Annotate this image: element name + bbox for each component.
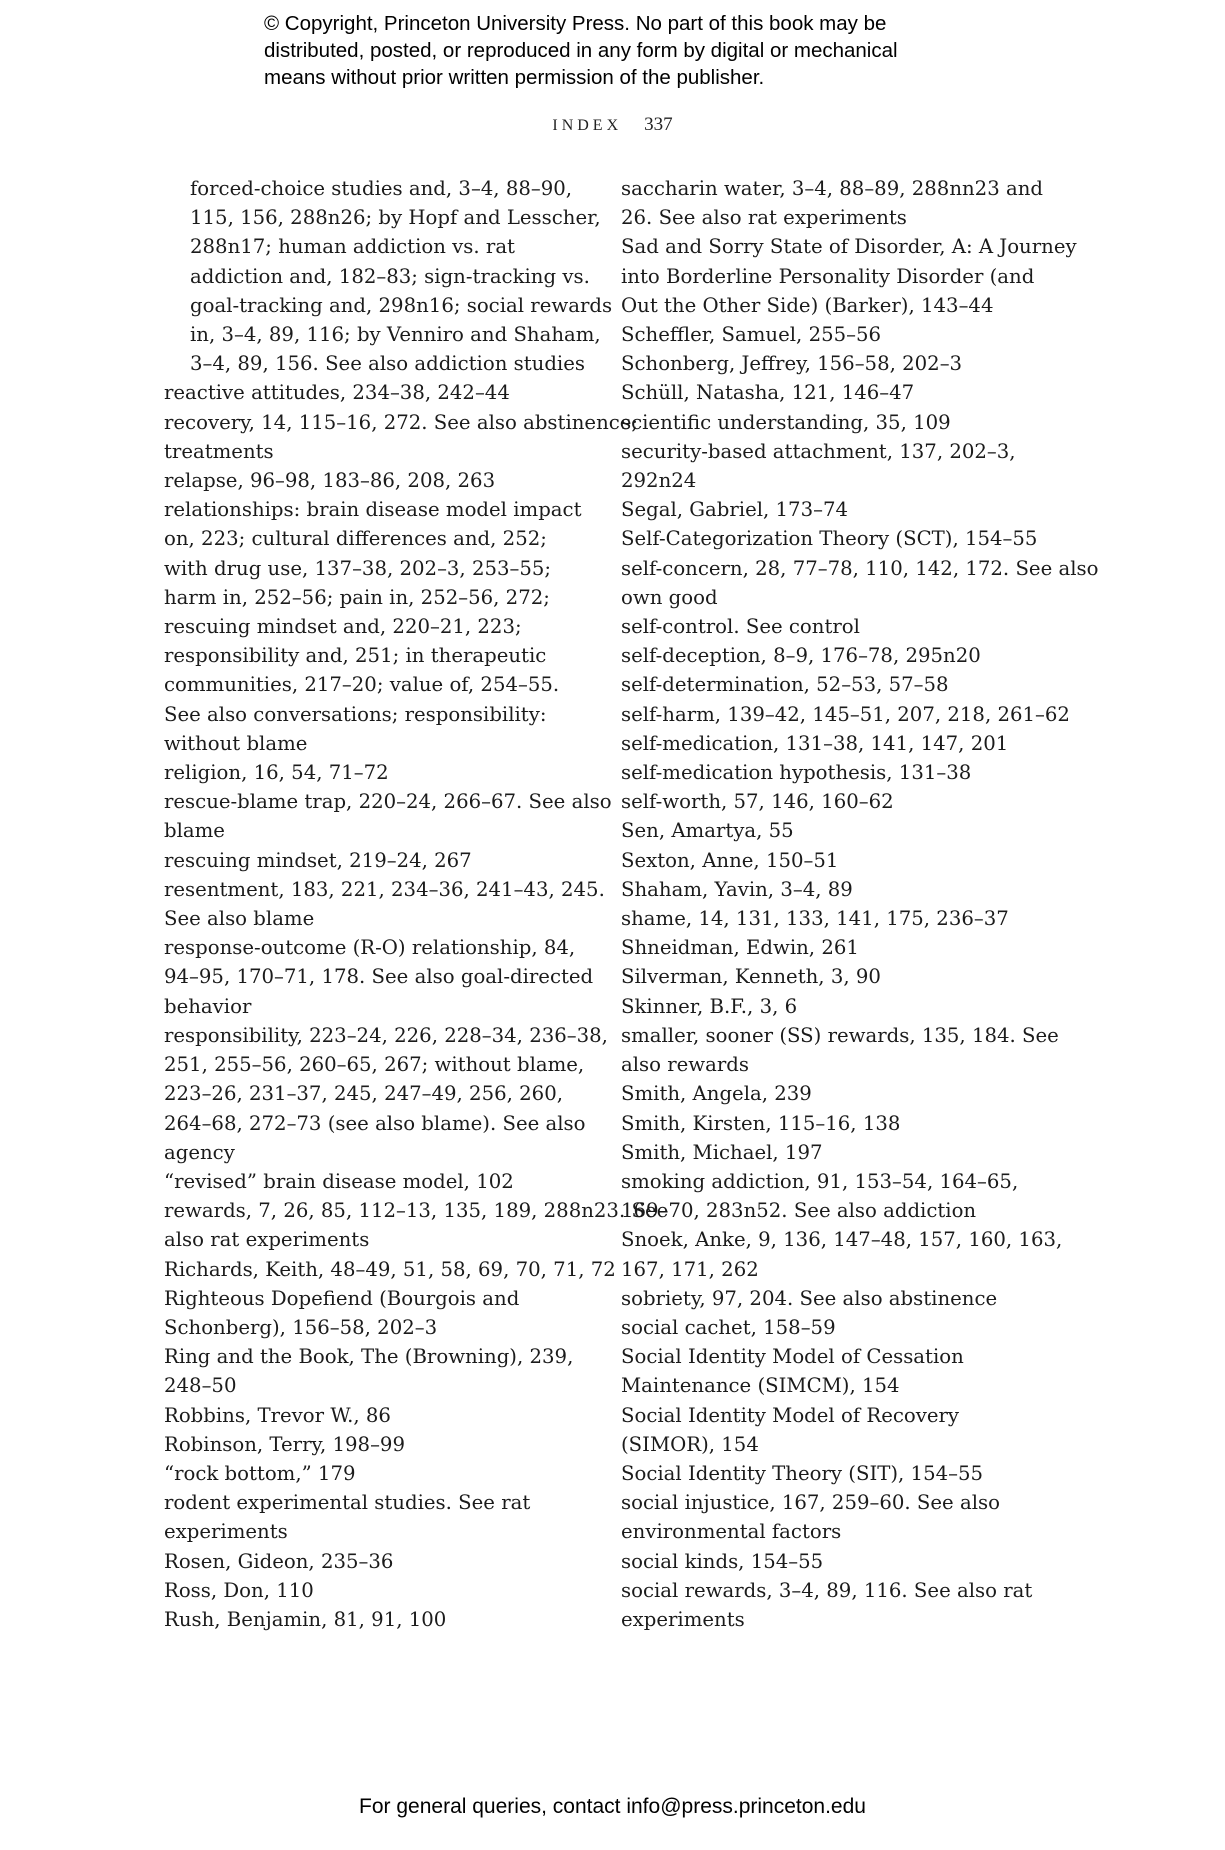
index-entry-line: with drug use, 137–38, 202–3, 253–55;	[164, 556, 552, 580]
index-entry-line: (SIMOR), 154	[621, 1432, 759, 1456]
index-entry-line: saccharin water, 3–4, 88–89, 288nn23 and	[621, 177, 1044, 200]
index-entry-line: self-harm, 139–42, 145–51, 207, 218, 261–62	[621, 702, 1070, 726]
index-entry	[164, 1401, 582, 1430]
index-entry	[164, 1342, 582, 1400]
index-entry-line: Sad and Sorry State of Disorder, A: A Journey	[621, 235, 1077, 259]
index-entry	[164, 495, 582, 758]
index-entry	[621, 408, 1051, 437]
index-column-right	[621, 174, 1099, 1634]
index-entry-line: Social Identity Model of Recovery	[621, 1403, 960, 1427]
index-entry	[164, 846, 582, 875]
index-entry-line: Shneidman, Edwin, 261	[621, 936, 859, 960]
index-entry	[621, 495, 1051, 524]
index-entry-line: Righteous Dopefiend (Bourgois and	[164, 1286, 520, 1310]
index-entry-line: Richards, Keith, 48–49, 51, 58, 69, 70, 71, 72	[164, 1257, 616, 1281]
index-entry-line: Schüll, Natasha, 121, 146–47	[621, 381, 915, 405]
index-entry-line: experiments	[164, 1520, 288, 1544]
index-entry-line: See also blame	[164, 907, 315, 931]
index-entry-line: reactive attitudes, 234–38, 242–44	[164, 381, 510, 405]
index-entry-line: religion, 16, 54, 71–72	[164, 761, 389, 785]
index-entry	[164, 1605, 582, 1634]
index-entry-line: experiments	[621, 1607, 745, 1631]
index-entry-line: self-medication, 131–38, 141, 147, 201	[621, 731, 1009, 755]
index-entry-line: behavior	[164, 994, 252, 1018]
index-entry-line: also rat experiments	[164, 1228, 370, 1252]
index-entry-line: 264–68, 272–73 (see also blame). See also	[164, 1111, 586, 1135]
index-entry-line: social injustice, 167, 259–60. See also	[621, 1491, 1000, 1515]
index-entry	[164, 1430, 582, 1459]
index-entry-line: in, 3–4, 89, 116; by Venniro and Shaham,	[190, 323, 601, 347]
index-entry-line: security-based attachment, 137, 202–3,	[621, 439, 1016, 463]
index-entry-line: communities, 217–20; value of, 254–55.	[164, 673, 560, 697]
copyright-line: distributed, posted, or reproduced in any form by digital or mechanical	[264, 39, 898, 62]
index-entry-line: self-control. See control	[621, 615, 860, 639]
index-entry-line: rescuing mindset, 219–24, 267	[164, 848, 472, 872]
index-entry-line: social kinds, 154–55	[621, 1549, 824, 1573]
index-entry	[164, 1021, 608, 1167]
index-entry-line: 251, 255–56, 260–65, 267; without blame,	[164, 1053, 585, 1077]
running-head	[0, 114, 1225, 136]
index-entry-line: harm in, 252–56; pain in, 252–56, 272;	[164, 585, 550, 609]
index-entry-line: 292n24	[621, 469, 697, 493]
index-entry	[621, 1459, 1051, 1488]
index-entry	[164, 1488, 582, 1546]
index-entry-line: 26. See also rat experiments	[621, 206, 907, 230]
index-entry-line: Social Identity Theory (SIT), 154–55	[621, 1461, 984, 1485]
index-entry-line: 248–50	[164, 1374, 237, 1398]
index-entry	[621, 524, 1051, 553]
index-entry	[621, 1138, 1051, 1167]
index-entry-line: relapse, 96–98, 183–86, 208, 263	[164, 469, 496, 493]
index-entry	[621, 729, 1051, 758]
index-entry-line: Out the Other Side) (Barker), 143–44	[621, 293, 994, 317]
index-entry	[164, 378, 582, 407]
copyright-line: © Copyright, Princeton University Press. No part of this book may be	[264, 12, 887, 35]
index-entry-line: sobriety, 97, 204. See also abstinence	[621, 1286, 998, 1310]
index-entry-line: social cachet, 158–59	[621, 1315, 836, 1339]
index-entry-line: responsibility and, 251; in therapeutic	[164, 644, 547, 668]
index-entry	[164, 758, 582, 787]
index-entry	[621, 1079, 1051, 1108]
index-entry-line: rodent experimental studies. See rat	[164, 1491, 531, 1515]
section-label: INDEX	[552, 117, 623, 134]
index-entry-line: agency	[164, 1140, 235, 1164]
index-entry-line: Smith, Michael, 197	[621, 1140, 823, 1164]
index-entry-line: responsibility, 223–24, 226, 228–34, 236–38,	[164, 1023, 608, 1047]
index-entry-line: Sexton, Anne, 150–51	[621, 848, 839, 872]
index-entry-line: Robinson, Terry, 198–99	[164, 1432, 405, 1456]
index-entry-line: self-worth, 57, 146, 160–62	[621, 790, 894, 814]
index-entry	[621, 846, 1051, 875]
index-entry-line: environmental factors	[621, 1520, 842, 1544]
index-entry-line: relationships: brain disease model impact	[164, 498, 582, 522]
index-entry	[621, 641, 1051, 670]
index-entry	[621, 349, 1051, 378]
index-entry-line: Smith, Angela, 239	[621, 1082, 812, 1106]
index-entry	[621, 1313, 1051, 1342]
copyright-line: means without prior written permission of the publisher.	[264, 66, 765, 89]
index-entry-line: recovery, 14, 115–16, 272. See also abstinence;	[164, 410, 639, 434]
index-entry-line: response-outcome (R-O) relationship, 84,	[164, 936, 576, 960]
index-entry-line: resentment, 183, 221, 234–36, 241–43, 245.	[164, 877, 605, 901]
index-entry-line: scientific understanding, 35, 109	[621, 410, 951, 434]
index-entry	[621, 904, 1051, 933]
index-entry-line: Rosen, Gideon, 235–36	[164, 1549, 394, 1573]
index-entry-line: Self-Categorization Theory (SCT), 154–55	[621, 527, 1038, 551]
index-entry-line: Ring and the Book, The (Browning), 239,	[164, 1345, 574, 1369]
index-entry-line: treatments	[164, 439, 274, 463]
index-entry	[621, 1401, 1051, 1459]
index-entry-line: “rock bottom,” 179	[164, 1461, 356, 1485]
index-entry	[164, 1547, 582, 1576]
index-entry-line: Smith, Kirsten, 115–16, 138	[621, 1111, 901, 1135]
index-entry-line: See also conversations; responsibility:	[164, 702, 547, 726]
index-entry-line: Snoek, Anke, 9, 136, 147–48, 157, 160, 163,	[621, 1228, 1063, 1252]
index-entry	[621, 232, 1077, 320]
index-entry-line: 223–26, 231–37, 245, 247–49, 256, 260,	[164, 1082, 563, 1106]
index-entry	[621, 700, 1070, 729]
index-entry	[164, 875, 605, 933]
index-entry-line: self-medication hypothesis, 131–38	[621, 761, 972, 785]
index-entry	[164, 1284, 582, 1342]
index-entry-line: Ross, Don, 110	[164, 1578, 314, 1602]
index-entry	[621, 554, 1099, 612]
index-entry	[621, 612, 1051, 641]
index-entry-line: Schonberg, Jeffrey, 156–58, 202–3	[621, 352, 963, 376]
index-entry	[621, 1021, 1059, 1079]
index-entry-line: rescue-blame trap, 220–24, 266–67. See also	[164, 790, 612, 814]
index-entry-line: 288n17; human addiction vs. rat	[190, 235, 515, 259]
index-entry-line: Social Identity Model of Cessation	[621, 1345, 964, 1369]
index-entry	[621, 875, 1051, 904]
index-entry	[621, 1547, 1051, 1576]
copyright-notice	[264, 10, 984, 91]
index-entry-line: self-concern, 28, 77–78, 110, 142, 172. See also	[621, 556, 1099, 580]
index-entry	[621, 437, 1051, 495]
index-entry-line: Schonberg), 156–58, 202–3	[164, 1315, 438, 1339]
index-entry	[164, 1255, 616, 1284]
index-entry-line: 167, 171, 262	[621, 1257, 759, 1281]
index-entry	[164, 1196, 669, 1254]
index-entry-line: Skinner, B.F., 3, 6	[621, 994, 798, 1018]
index-entry	[164, 1459, 582, 1488]
index-entry	[621, 787, 1051, 816]
index-entry	[621, 1576, 1051, 1634]
index-entry-line: rewards, 7, 26, 85, 112–13, 135, 189, 288n23. See	[164, 1199, 669, 1223]
index-entry-line: addiction and, 182–83; sign-tracking vs.	[190, 264, 590, 288]
index-entry	[621, 758, 1051, 787]
index-entry	[621, 933, 1051, 962]
index-entry-line: smaller, sooner (SS) rewards, 135, 184. See	[621, 1023, 1059, 1047]
index-entry	[164, 787, 612, 845]
index-entry	[621, 816, 1051, 845]
index-entry	[621, 670, 1051, 699]
index-entry-line: also rewards	[621, 1053, 750, 1077]
index-entry	[621, 174, 1051, 232]
index-entry-line: on, 223; cultural differences and, 252;	[164, 527, 547, 551]
index-entry-line: Shaham, Yavin, 3–4, 89	[621, 877, 853, 901]
index-entry-line: Silverman, Kenneth, 3, 90	[621, 965, 881, 989]
index-entry	[621, 378, 1051, 407]
index-entry-line: Scheffler, Samuel, 255–56	[621, 323, 882, 347]
index-entry-line: into Borderline Personality Disorder (and	[621, 264, 1035, 288]
index-entry-line: Rush, Benjamin, 81, 91, 100	[164, 1607, 447, 1631]
index-entry	[621, 1342, 1051, 1400]
index-entry-line: self-determination, 52–53, 57–58	[621, 673, 949, 697]
index-entry	[164, 1167, 582, 1196]
index-entry	[621, 1167, 1051, 1225]
index-entry-line: Sen, Amartya, 55	[621, 819, 794, 843]
index-entry	[621, 962, 1051, 991]
index-entry	[164, 1576, 582, 1605]
index-entry-line: 115, 156, 288n26; by Hopf and Lesscher,	[190, 206, 601, 230]
index-entry	[621, 992, 1051, 1021]
index-entry	[164, 933, 594, 1021]
index-entry-line: Segal, Gabriel, 173–74	[621, 498, 849, 522]
index-entry-line: without blame	[164, 731, 308, 755]
index-entry	[621, 1284, 1051, 1313]
index-entry	[164, 466, 582, 495]
index-entry	[621, 1488, 1051, 1546]
index-entry-line: Maintenance (SIMCM), 154	[621, 1374, 900, 1398]
index-entry-line: Robbins, Trevor W., 86	[164, 1403, 391, 1427]
index-entry-line: 94–95, 170–71, 178. See also goal-directed	[164, 965, 594, 989]
index-entry-line: 3–4, 89, 156. See also addiction studies	[190, 352, 585, 376]
contact-footer: For general queries, contact info@press.princeton.edu	[359, 1795, 866, 1818]
index-entry-line: self-deception, 8–9, 176–78, 295n20	[621, 644, 981, 668]
index-entry-line: social rewards, 3–4, 89, 116. See also rat	[621, 1578, 1033, 1602]
index-entry-line: shame, 14, 131, 133, 141, 175, 236–37	[621, 907, 1009, 931]
index-entry-line: 169–70, 283n52. See also addiction	[621, 1199, 977, 1223]
index-entry-line: forced-choice studies and, 3–4, 88–90,	[190, 177, 573, 200]
index-entry-line: own good	[621, 585, 718, 609]
index-entry	[621, 320, 1051, 349]
index-entry	[621, 1109, 1051, 1138]
page-number: 337	[644, 114, 673, 135]
index-entry-line: smoking addiction, 91, 153–54, 164–65,	[621, 1169, 1019, 1193]
index-entry	[164, 408, 639, 466]
index-entry-line: goal-tracking and, 298n16; social rewards	[190, 293, 613, 317]
index-entry	[621, 1225, 1063, 1283]
index-entry-line: rescuing mindset and, 220–21, 223;	[164, 615, 522, 639]
index-entry	[164, 174, 613, 378]
index-entry-line: “revised” brain disease model, 102	[164, 1169, 514, 1193]
index-entry-line: blame	[164, 819, 225, 843]
